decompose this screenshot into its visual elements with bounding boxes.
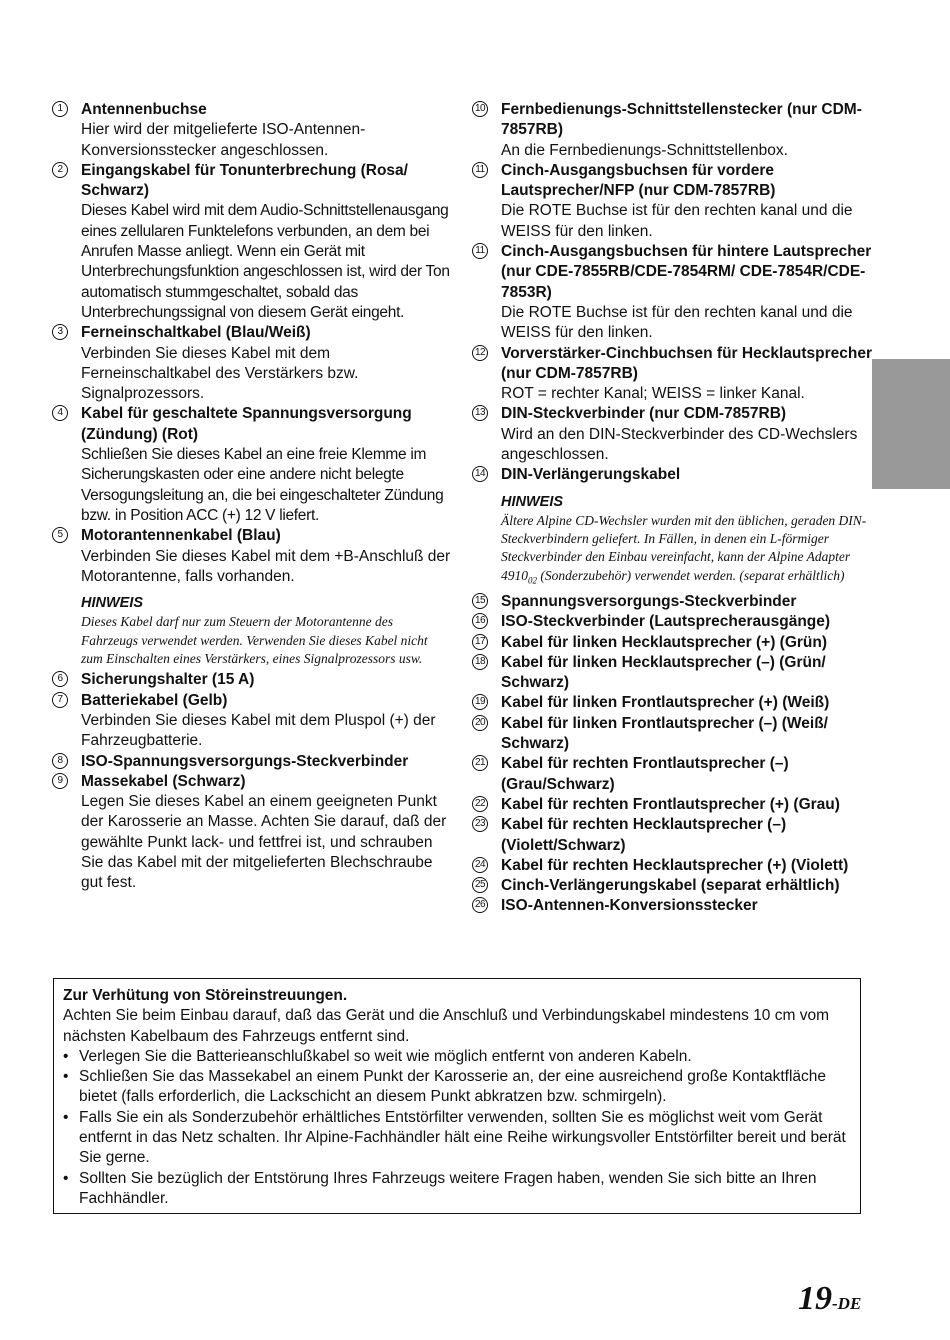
item-title: Kabel für rechten Frontlautsprecher (–) (Grau/Schwarz) [501, 755, 789, 793]
item-title: Antennenbuchse [81, 101, 207, 118]
item-title: DIN-Verlängerungskabel [501, 466, 681, 484]
list-item [472, 404, 872, 465]
list-item [52, 691, 452, 752]
item-description: Schließen Sie dieses Kabel an eine freie Klemme im Sicherungskasten oder eine andere nicht belegte Versogungsleitung an, die bei eingeschalteter Zündung bzw. in Position ACC (+) 12 V liefert. [81, 446, 444, 524]
notice-bullet: • Sollten Sie bezüglich der Entstörung Ihres Fahrzeugs weitere Fragen haben, wenden Sie sich bitte an Ihren Fachhändler. [63, 1169, 851, 1210]
list-item [52, 526, 452, 587]
list-item [472, 896, 872, 916]
item-number: 19 [472, 694, 488, 710]
item-number: 13 [472, 405, 488, 421]
item-title: ISO-Antennen-Konversionsstecker [501, 897, 758, 915]
list-item [52, 752, 452, 772]
list-item [52, 404, 452, 526]
item-number: 9 [52, 773, 68, 789]
list-item [472, 714, 872, 755]
item-title: Kabel für rechten Hecklautsprecher (+) (Violett) [501, 856, 849, 874]
item-title: Kabel für geschaltete Spannungsversorgung (Zündung) (Rot) [81, 405, 412, 443]
item-number: 25 [472, 877, 488, 893]
item-title: ISO-Steckverbinder (Lautsprecherausgänge) [501, 613, 831, 631]
note [472, 492, 872, 590]
item-title: Kabel für linken Frontlautsprecher (–) (Weiß/ Schwarz) [501, 714, 828, 753]
note-heading: HINWEIS [81, 595, 144, 612]
item-number: 20 [472, 715, 488, 731]
note-heading: HINWEIS [501, 493, 564, 510]
note-body-subscript: 02 [528, 575, 537, 586]
page-number-value: 19 [798, 1280, 832, 1317]
list-item [472, 815, 872, 856]
item-number: 16 [472, 613, 488, 629]
item-description: ROT = rechter Kanal; WEISS = linker Kanal. [501, 385, 805, 403]
note-body: Dieses Kabel darf nur zum Steuern der Motorantenne des Fahrzeugs verwendet werden. Verwenden Sie dieses Kabel nicht zum Einschalten eines Verstärkers, eines Signalprozessors usw. [81, 614, 428, 666]
item-title: Kabel für rechten Frontlautsprecher (+) (Grau) [501, 795, 840, 813]
list-item [472, 795, 872, 815]
page-language-suffix: -DE [832, 1294, 862, 1313]
note-body-text-end: (Sonderzubehör) verwendet werden. (separat erhältlich) [537, 567, 845, 583]
item-number: 26 [472, 897, 488, 913]
item-title: Ferneinschaltkabel (Blau/Weiß) [81, 324, 311, 342]
item-description: Verbinden Sie dieses Kabel mit dem +B-Anschluß der Motorantenne, falls vorhanden. [81, 547, 451, 585]
note [52, 593, 452, 668]
list-item [472, 465, 872, 485]
item-description: Verbinden Sie dieses Kabel mit dem Pluspol (+) der Fahrzeugbatterie. [81, 711, 436, 750]
list-item [472, 754, 872, 795]
item-title: Eingangskabel für Tonunterbrechung (Rosa/ Schwarz) [81, 161, 408, 200]
item-number: 3 [52, 324, 68, 340]
item-description: Wird an den DIN-Steckverbinder des CD-Wechslers angeschlossen. [501, 425, 858, 464]
item-number: 11 [472, 162, 488, 178]
item-number: 21 [472, 755, 488, 771]
item-number: 2 [52, 162, 68, 178]
item-description: Die ROTE Buchse ist für den rechten kanal und die WEISS für den linken. [501, 202, 853, 240]
notice-bullet: • Verlegen Sie die Batterieanschlußkabel so weit wie möglich entfernt von anderen Kabeln. [63, 1047, 851, 1067]
item-number: 12 [472, 345, 488, 361]
item-number: 8 [52, 753, 68, 769]
list-item [52, 161, 452, 323]
item-title: Cinch-Ausgangsbuchsen für hintere Lautsprecher (nur CDE-7855RB/CDE-7854RM/ CDE-7854R/CDE-7853R) [501, 243, 872, 301]
item-number: 24 [472, 857, 488, 873]
list-item [472, 856, 872, 876]
list-item [52, 323, 452, 404]
item-number: 14 [472, 466, 488, 482]
item-description: Verbinden Sie dieses Kabel mit dem Ferneinschaltkabel des Verstärkers bzw. Signalprozessors. [81, 344, 359, 403]
notice-box [53, 978, 861, 1214]
item-number: 5 [52, 527, 68, 543]
section-tab [872, 359, 950, 489]
list-item [472, 653, 872, 694]
item-description: Dieses Kabel wird mit dem Audio-Schnittstellenausgang eines zellularen Funktelefons verbunden, an dem bei Anrufen Masse anliegt. Wenn ein Gerät mit Unterbrechungsfunktion angeschlossen ist, wird der Ton automatisch stummgeschaltet, sobald das Unterbrechungssignal von diesem Gerät eingeht. [81, 202, 450, 321]
right-column [472, 100, 872, 917]
list-item [52, 100, 452, 161]
item-title: Kabel für linken Hecklautsprecher (–) (Grün/ Schwarz) [501, 653, 826, 692]
item-number: 17 [472, 634, 488, 650]
notice-intro: Achten Sie beim Einbau darauf, daß das Gerät und die Anschluß und Verbindungskabel mindestens 10 cm vom nächsten Kabelbaum des Fahrzeugs entfernt sind. [63, 1007, 829, 1045]
item-number: 11 [472, 243, 488, 259]
item-title: Motorantennenkabel (Blau) [81, 527, 281, 545]
item-title: Fernbedienungs-Schnittstellenstecker (nur CDM-7857RB) [501, 101, 862, 139]
list-item [472, 161, 872, 242]
item-number: 4 [52, 405, 68, 421]
item-number: 23 [472, 816, 488, 832]
list-item [472, 100, 872, 161]
item-number: 10 [472, 101, 488, 117]
item-title: Kabel für rechten Hecklautsprecher (–) (Violett/Schwarz) [501, 816, 787, 854]
list-item [52, 670, 452, 690]
note-body [501, 512, 872, 590]
notice-bullet: • Schließen Sie das Massekabel an einem Punkt der Karosserie an, der eine ausreichend große Kontaktfläche bietet (falls erforderlich, die Lackschicht an diesem Punkt abkratzen bzw. schmirgeln). [63, 1067, 851, 1108]
list-item [472, 344, 872, 405]
item-number: 1 [52, 101, 68, 117]
item-title: Cinch-Ausgangsbuchsen für vordere Lautsprecher/NFP (nur CDM-7857RB) [501, 161, 776, 200]
list-item [472, 242, 872, 343]
item-title: ISO-Spannungsversorgungs-Steckverbinder [81, 752, 409, 770]
item-title: Spannungsversorgungs-Steckverbinder [501, 592, 797, 610]
item-title: Vorverstärker-Cinchbuchsen für Hecklautsprecher (nur CDM-7857RB) [501, 344, 872, 382]
notice-title: Zur Verhütung von Störeinstreuungen. [63, 987, 348, 1004]
item-title: Sicherungshalter (15 A) [81, 671, 255, 689]
item-description: Legen Sie dieses Kabel an einem geeigneten Punkt der Karosserie an Masse. Achten Sie darauf, daß der gewählte Punkt lack- und fettfrei ist, und schrauben Sie das Kabel mit der mitgelieferten Blechschraube gut fest. [81, 793, 447, 892]
note-body-text: Ältere Alpine CD-Wechsler wurden mit den üblichen, geraden DIN-Steckverbindern geliefert. In Fällen, in denen ein L-förmiger Steckverbinder den Einbau vereinfacht, kann der Alpine Adapter 4910 [501, 512, 867, 583]
left-column [52, 100, 452, 894]
list-item [52, 772, 452, 894]
item-title: Massekabel (Schwarz) [81, 772, 246, 790]
list-item [472, 633, 872, 653]
item-description: Die ROTE Buchse ist für den rechten kanal und die WEISS für den linken. [501, 303, 853, 342]
item-number: 15 [472, 593, 488, 609]
item-title: Kabel für linken Hecklautsprecher (+) (Grün) [501, 633, 828, 651]
item-title: Batteriekabel (Gelb) [81, 691, 228, 709]
page-number [798, 1280, 861, 1318]
item-description: Hier wird der mitgelieferte ISO-Antennen-Konversionsstecker angeschlossen. [81, 121, 366, 159]
item-title: Kabel für linken Frontlautsprecher (+) (Weiß) [501, 694, 830, 712]
notice-bullet: • Falls Sie ein als Sonderzubehör erhältliches Entstörfilter verwenden, sollten Sie es möglichst weit vom Gerät entfernt in das Netz schalten. Ihr Alpine-Fachhändler hält eine Reihe wirkungsvoller Entstörfilter bereit und berät Sie gerne. [63, 1108, 851, 1169]
item-number: 6 [52, 671, 68, 687]
item-title: DIN-Steckverbinder (nur CDM-7857RB) [501, 405, 787, 423]
list-item [472, 592, 872, 612]
item-description: An die Fernbedienungs-Schnittstellenbox. [501, 141, 788, 159]
item-title: Cinch-Verlängerungskabel (separat erhältlich) [501, 877, 840, 895]
item-number: 22 [472, 796, 488, 812]
item-number: 18 [472, 654, 488, 670]
item-number: 7 [52, 692, 68, 708]
list-item [472, 693, 872, 713]
list-item [472, 876, 872, 896]
list-item [472, 612, 872, 632]
